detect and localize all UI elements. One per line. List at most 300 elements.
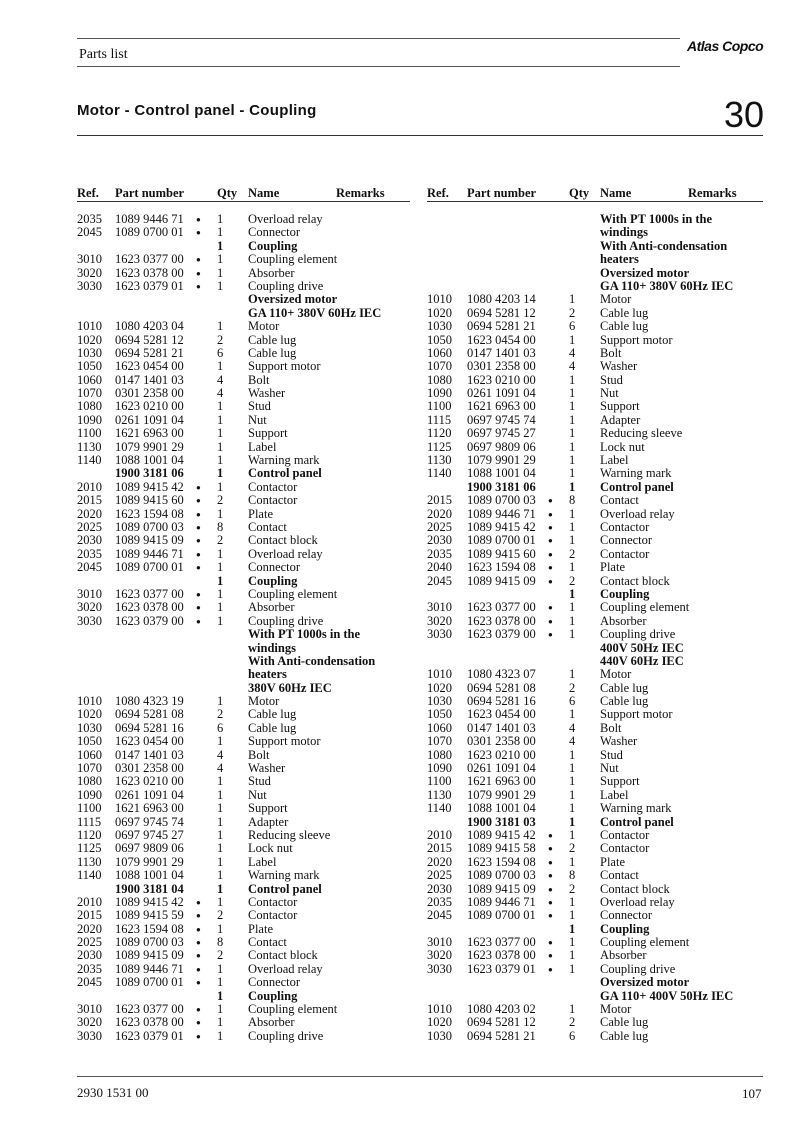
table-row	[77, 467, 413, 480]
ref-cell: 3030	[427, 961, 452, 976]
rows-left	[77, 213, 413, 1043]
table-row	[427, 722, 763, 735]
part-number-cell: 0147 1401 03	[115, 747, 184, 762]
qty-cell: 1	[217, 359, 224, 374]
qty-cell: 1	[569, 761, 576, 776]
part-number-cell: 1621 6963 00	[115, 426, 184, 441]
part-number-cell: 1623 0379 00	[467, 627, 536, 642]
ref-cell: 1030	[77, 345, 102, 360]
table-row	[77, 949, 413, 962]
name-cell: Contactor	[248, 894, 298, 909]
qty-cell: 1	[217, 412, 224, 427]
replaceable-marker: ●	[196, 964, 201, 974]
name-cell: With Anti-condensation	[248, 653, 376, 668]
replaceable-marker: ●	[548, 871, 553, 881]
name-cell: Oversized motor	[600, 265, 690, 280]
replaceable-marker: ●	[548, 603, 553, 613]
name-cell: Contactor	[600, 519, 650, 534]
table-row	[77, 856, 413, 869]
table-row	[77, 1016, 413, 1029]
qty-cell: 1	[569, 787, 576, 802]
qty-cell: 1	[569, 894, 576, 909]
part-number-cell: 1623 1594 08	[467, 560, 536, 575]
replaceable-marker: ●	[548, 897, 553, 907]
name-cell: Control panel	[248, 881, 322, 896]
table-row	[77, 642, 413, 655]
ref-cell: 1080	[77, 774, 102, 789]
qty-cell: 1	[217, 975, 224, 990]
ref-cell: 1080	[427, 747, 452, 762]
part-number-cell: 1623 0379 00	[115, 613, 184, 628]
qty-cell: 1	[217, 506, 224, 521]
table-row	[77, 829, 413, 842]
name-cell: Contact	[248, 519, 287, 534]
replaceable-marker: ●	[196, 951, 201, 961]
table-row	[77, 789, 413, 802]
footer-page-number: 107	[742, 1086, 762, 1101]
part-number-cell: 0301 2358 00	[467, 359, 536, 374]
table-row	[77, 293, 413, 306]
part-number-cell: 0694 5281 08	[467, 680, 536, 695]
part-number-cell: 0697 9745 27	[467, 426, 536, 441]
table-row	[77, 963, 413, 976]
part-number-cell: 1623 0454 00	[115, 359, 184, 374]
qty-cell: 1	[569, 560, 576, 575]
ref-cell: 2045	[427, 908, 452, 923]
qty-cell: 1	[217, 252, 224, 267]
header-name: Name	[248, 186, 280, 200]
name-cell: Lock nut	[248, 841, 293, 856]
replaceable-marker: ●	[548, 536, 553, 546]
replaceable-marker: ●	[548, 522, 553, 532]
table-row	[77, 842, 413, 855]
ref-cell: 2025	[77, 935, 102, 950]
name-cell: Bolt	[248, 372, 270, 387]
part-number-cell: 1623 1594 08	[467, 854, 536, 869]
footer-doc-number: 2930 1531 00	[77, 1085, 149, 1100]
table-row	[77, 441, 413, 454]
name-cell: Coupling drive	[248, 278, 324, 293]
ref-cell: 2045	[77, 975, 102, 990]
name-cell: Overload relay	[600, 506, 675, 521]
part-number-cell: 1623 0379 01	[115, 1028, 184, 1043]
table-row	[77, 668, 413, 681]
header-ref: Ref.	[427, 186, 449, 200]
table-row	[77, 1030, 413, 1043]
ref-cell: 2010	[77, 894, 102, 909]
replaceable-marker: ●	[548, 964, 553, 974]
qty-cell: 2	[569, 881, 576, 896]
name-cell: Contactor	[600, 827, 650, 842]
name-cell: With PT 1000s in the	[248, 627, 361, 642]
ref-cell: 1130	[77, 439, 102, 454]
qty-cell: 1	[217, 453, 224, 468]
qty-cell: 1	[569, 627, 576, 642]
name-cell: Absorber	[600, 948, 647, 963]
qty-cell: 1	[569, 426, 576, 441]
table-row	[427, 708, 763, 721]
header-section-label: Parts list	[79, 47, 128, 62]
qty-cell: 1	[217, 212, 224, 226]
replaceable-marker: ●	[196, 897, 201, 907]
table-row	[77, 307, 413, 320]
part-number-cell: 0694 5281 21	[467, 319, 536, 334]
ref-cell: 1020	[427, 680, 452, 695]
ref-cell: 1125	[77, 841, 102, 856]
section-number: 30	[724, 94, 765, 135]
qty-cell: 1	[569, 533, 576, 548]
table-row	[77, 414, 413, 427]
ref-cell: 1090	[77, 787, 102, 802]
table-row	[427, 441, 763, 454]
qty-cell: 1	[569, 412, 576, 427]
name-cell: GA 110+ 380V 60Hz IEC	[248, 305, 382, 320]
name-cell: Washer	[600, 734, 638, 749]
ref-cell: 1090	[427, 386, 452, 401]
table-row	[427, 762, 763, 775]
title-rule	[77, 135, 763, 136]
name-cell: 400V 50Hz IEC	[600, 640, 684, 655]
replaceable-marker: ●	[196, 496, 201, 506]
part-number-cell: 1623 0379 01	[115, 278, 184, 293]
qty-cell: 4	[217, 761, 224, 776]
table-row	[77, 253, 413, 266]
qty-cell: 1	[569, 1002, 576, 1017]
ref-cell: 3010	[427, 935, 452, 950]
name-cell: Coupling drive	[600, 627, 676, 642]
table-row	[427, 588, 763, 601]
qty-cell: 1	[569, 814, 576, 829]
ref-cell: 1060	[427, 345, 452, 360]
name-cell: Motor	[248, 694, 280, 709]
table-row	[77, 454, 413, 467]
ref-cell: 2020	[77, 506, 102, 521]
qty-cell: 1	[569, 466, 576, 481]
name-cell: heaters	[600, 252, 639, 267]
table-row	[427, 615, 763, 628]
qty-cell: 1	[217, 546, 224, 561]
qty-cell: 2	[217, 533, 224, 548]
ref-cell: 1130	[427, 787, 452, 802]
table-row	[77, 347, 413, 360]
qty-cell: 2	[569, 305, 576, 320]
table-row	[77, 400, 413, 413]
ref-cell: 3010	[77, 252, 102, 267]
qty-cell: 2	[217, 948, 224, 963]
table-row	[427, 601, 763, 614]
qty-cell: 1	[569, 921, 576, 936]
ref-cell: 1030	[427, 1028, 452, 1043]
qty-cell: 1	[217, 988, 224, 1003]
table-row	[427, 869, 763, 882]
part-number-cell: 1900 3181 04	[115, 881, 184, 896]
qty-cell: 1	[217, 600, 224, 615]
ref-cell: 1090	[77, 412, 102, 427]
part-number-cell: 1900 3181 06	[115, 466, 184, 481]
name-cell: Label	[248, 439, 277, 454]
name-cell: Support	[248, 801, 288, 816]
name-cell: Cable lug	[248, 332, 297, 347]
part-number-cell: 1089 9415 42	[115, 894, 184, 909]
name-cell: Warning mark	[600, 801, 672, 816]
name-cell: Washer	[600, 359, 638, 374]
replaceable-marker: ●	[196, 522, 201, 532]
part-number-cell: 1089 9446 71	[115, 212, 184, 226]
name-cell: Nut	[600, 386, 619, 401]
header-ref: Ref.	[77, 186, 99, 200]
table-row	[77, 682, 413, 695]
table-row	[427, 387, 763, 400]
table-row	[77, 374, 413, 387]
name-cell: Washer	[248, 761, 286, 776]
table-row	[77, 1003, 413, 1016]
qty-cell: 1	[569, 600, 576, 615]
name-cell: Absorber	[248, 600, 295, 615]
ref-cell: 3030	[77, 1028, 102, 1043]
part-number-cell: 0301 2358 00	[115, 761, 184, 776]
name-cell: Contactor	[248, 479, 298, 494]
part-number-cell: 1089 9415 42	[467, 827, 536, 842]
replaceable-marker: ●	[548, 496, 553, 506]
table-row	[77, 280, 413, 293]
header-part-number: Part number	[467, 186, 537, 200]
qty-cell: 1	[569, 908, 576, 923]
table-row	[77, 548, 413, 561]
replaceable-marker: ●	[196, 215, 201, 224]
qty-cell: 4	[569, 345, 576, 360]
name-cell: Support	[600, 399, 640, 414]
table-row	[77, 427, 413, 440]
qty-cell: 1	[569, 667, 576, 682]
qty-cell: 2	[569, 841, 576, 856]
name-cell: Overload relay	[248, 212, 323, 226]
name-cell: Coupling element	[248, 1002, 338, 1017]
table-row	[427, 735, 763, 748]
replaceable-marker: ●	[548, 951, 553, 961]
ref-cell: 1070	[77, 761, 102, 776]
qty-cell: 1	[569, 292, 576, 307]
name-cell: Contact block	[248, 948, 318, 963]
replaceable-marker: ●	[548, 938, 553, 948]
table-row	[427, 896, 763, 909]
header-remarks: Remarks	[336, 186, 385, 200]
replaceable-marker: ●	[196, 1005, 201, 1015]
qty-cell: 1	[569, 479, 576, 494]
name-cell: Coupling element	[600, 935, 690, 950]
name-cell: Overload relay	[600, 894, 675, 909]
table-row	[427, 467, 763, 480]
part-number-cell: 0694 5281 16	[467, 694, 536, 709]
table-row	[77, 909, 413, 922]
part-number-cell: 1089 0700 03	[115, 935, 184, 950]
ref-cell: 1010	[427, 292, 452, 307]
table-row	[427, 802, 763, 815]
qty-cell: 4	[217, 747, 224, 762]
ref-cell: 3030	[77, 278, 102, 293]
table-row	[427, 842, 763, 855]
part-number-cell: 1089 9415 09	[467, 881, 536, 896]
replaceable-marker: ●	[196, 603, 201, 613]
ref-cell: 1115	[77, 814, 102, 829]
table-row	[77, 267, 413, 280]
part-number-cell: 1900 3181 06	[467, 479, 536, 494]
name-cell: With PT 1000s in the	[600, 212, 713, 226]
table-row	[77, 226, 413, 239]
ref-cell: 2025	[427, 868, 452, 883]
name-cell: Contactor	[600, 841, 650, 856]
ref-cell: 2035	[77, 546, 102, 561]
qty-cell: 1	[217, 854, 224, 869]
name-cell: Cable lug	[248, 345, 297, 360]
table-row	[427, 628, 763, 641]
name-cell: Contactor	[600, 546, 650, 561]
table-row	[427, 789, 763, 802]
ref-cell: 1020	[77, 707, 102, 722]
name-cell: Contact block	[248, 533, 318, 548]
ref-cell: 2015	[77, 908, 102, 923]
footer-rule	[77, 1076, 763, 1077]
name-cell: Overload relay	[248, 546, 323, 561]
table-row	[77, 735, 413, 748]
table-row	[427, 575, 763, 588]
ref-cell: 2030	[77, 533, 102, 548]
name-cell: Support	[600, 774, 640, 789]
name-cell: Cable lug	[248, 707, 297, 722]
part-number-cell: 1089 9446 71	[467, 894, 536, 909]
table-row	[77, 802, 413, 815]
table-row	[427, 320, 763, 333]
table-row	[427, 1003, 763, 1016]
part-number-cell: 0301 2358 00	[467, 734, 536, 749]
qty-cell: 8	[217, 519, 224, 534]
table-row	[427, 816, 763, 829]
qty-cell: 1	[569, 586, 576, 601]
name-cell: heaters	[248, 667, 287, 682]
ref-cell: 1050	[77, 359, 102, 374]
part-number-cell: 1088 1001 04	[115, 868, 184, 883]
part-number-cell: 1623 0378 00	[115, 265, 184, 280]
qty-cell: 1	[217, 1028, 224, 1043]
qty-cell: 2	[217, 493, 224, 508]
table-row	[77, 320, 413, 333]
replaceable-marker: ●	[548, 563, 553, 573]
ref-cell: 1100	[77, 426, 102, 441]
rows-right	[427, 213, 763, 1043]
part-number-cell: 1623 1594 08	[115, 921, 184, 936]
name-cell: windings	[248, 640, 296, 655]
name-cell: Coupling element	[248, 252, 338, 267]
qty-cell: 8	[569, 868, 576, 883]
part-number-cell: 0261 1091 04	[467, 386, 536, 401]
table-row	[427, 923, 763, 936]
ref-cell: 3010	[77, 1002, 102, 1017]
part-number-cell: 0261 1091 04	[115, 412, 184, 427]
part-number-cell: 1623 0378 00	[115, 1015, 184, 1030]
qty-cell: 1	[569, 372, 576, 387]
table-row	[77, 749, 413, 762]
ref-cell: 3010	[77, 586, 102, 601]
part-number-cell: 1089 0700 01	[467, 908, 536, 923]
ref-cell: 1060	[77, 372, 102, 387]
part-number-cell: 0694 5281 16	[115, 720, 184, 735]
ref-cell: 2010	[77, 479, 102, 494]
header-top-rule	[77, 38, 680, 39]
qty-cell: 2	[569, 680, 576, 695]
name-cell: 380V 60Hz IEC	[248, 680, 332, 695]
qty-cell: 1	[569, 801, 576, 816]
name-cell: Absorber	[600, 613, 647, 628]
ref-cell: 2030	[427, 533, 452, 548]
part-number-cell: 1079 9901 29	[467, 453, 536, 468]
part-number-cell: 1623 0377 00	[115, 1002, 184, 1017]
name-cell: 440V 60Hz IEC	[600, 653, 684, 668]
ref-cell: 1070	[427, 359, 452, 374]
ref-cell: 1130	[77, 854, 102, 869]
name-cell: Nut	[248, 787, 267, 802]
table-row	[427, 883, 763, 896]
part-number-cell: 1089 9415 60	[467, 546, 536, 561]
ref-cell: 2015	[427, 493, 452, 508]
name-cell: Connector	[600, 533, 653, 548]
ref-cell: 1140	[77, 868, 102, 883]
table-row	[77, 561, 413, 574]
parts-table-left	[77, 186, 413, 1043]
name-cell: Support motor	[600, 332, 673, 347]
replaceable-marker: ●	[196, 924, 201, 934]
table-row	[427, 990, 763, 1003]
table-row	[427, 936, 763, 949]
table-row	[77, 722, 413, 735]
qty-cell: 1	[569, 453, 576, 468]
name-cell: Washer	[248, 386, 286, 401]
part-number-cell: 1623 0210 00	[467, 372, 536, 387]
name-cell: Overload relay	[248, 961, 323, 976]
qty-cell: 1	[217, 1002, 224, 1017]
name-cell: GA 110+ 400V 50Hz IEC	[600, 988, 734, 1003]
qty-cell: 2	[569, 573, 576, 588]
name-cell: Coupling	[600, 586, 650, 601]
part-number-cell: 1088 1001 04	[467, 801, 536, 816]
table-row	[77, 213, 413, 226]
ref-cell: 1070	[77, 386, 102, 401]
name-cell: Cable lug	[600, 1028, 649, 1043]
table-row	[77, 534, 413, 547]
name-cell: Connector	[248, 225, 301, 240]
name-cell: Plate	[600, 854, 625, 869]
table-row	[427, 307, 763, 320]
table-row	[427, 963, 763, 976]
part-number-cell: 0301 2358 00	[115, 386, 184, 401]
qty-cell: 2	[217, 908, 224, 923]
name-cell: Warning mark	[600, 466, 672, 481]
table-row	[427, 293, 763, 306]
table-row	[77, 387, 413, 400]
name-cell: Nut	[600, 761, 619, 776]
replaceable-marker: ●	[196, 1018, 201, 1028]
ref-cell: 1100	[77, 801, 102, 816]
ref-cell: 2020	[77, 921, 102, 936]
part-number-cell: 1623 0454 00	[467, 707, 536, 722]
qty-cell: 1	[569, 519, 576, 534]
table-row	[427, 253, 763, 266]
ref-cell: 2030	[427, 881, 452, 896]
qty-cell: 1	[569, 961, 576, 976]
qty-cell: 2	[569, 546, 576, 561]
replaceable-marker: ●	[548, 844, 553, 854]
name-cell: Motor	[600, 667, 632, 682]
table-row	[77, 655, 413, 668]
parts-table-right	[427, 186, 763, 1043]
